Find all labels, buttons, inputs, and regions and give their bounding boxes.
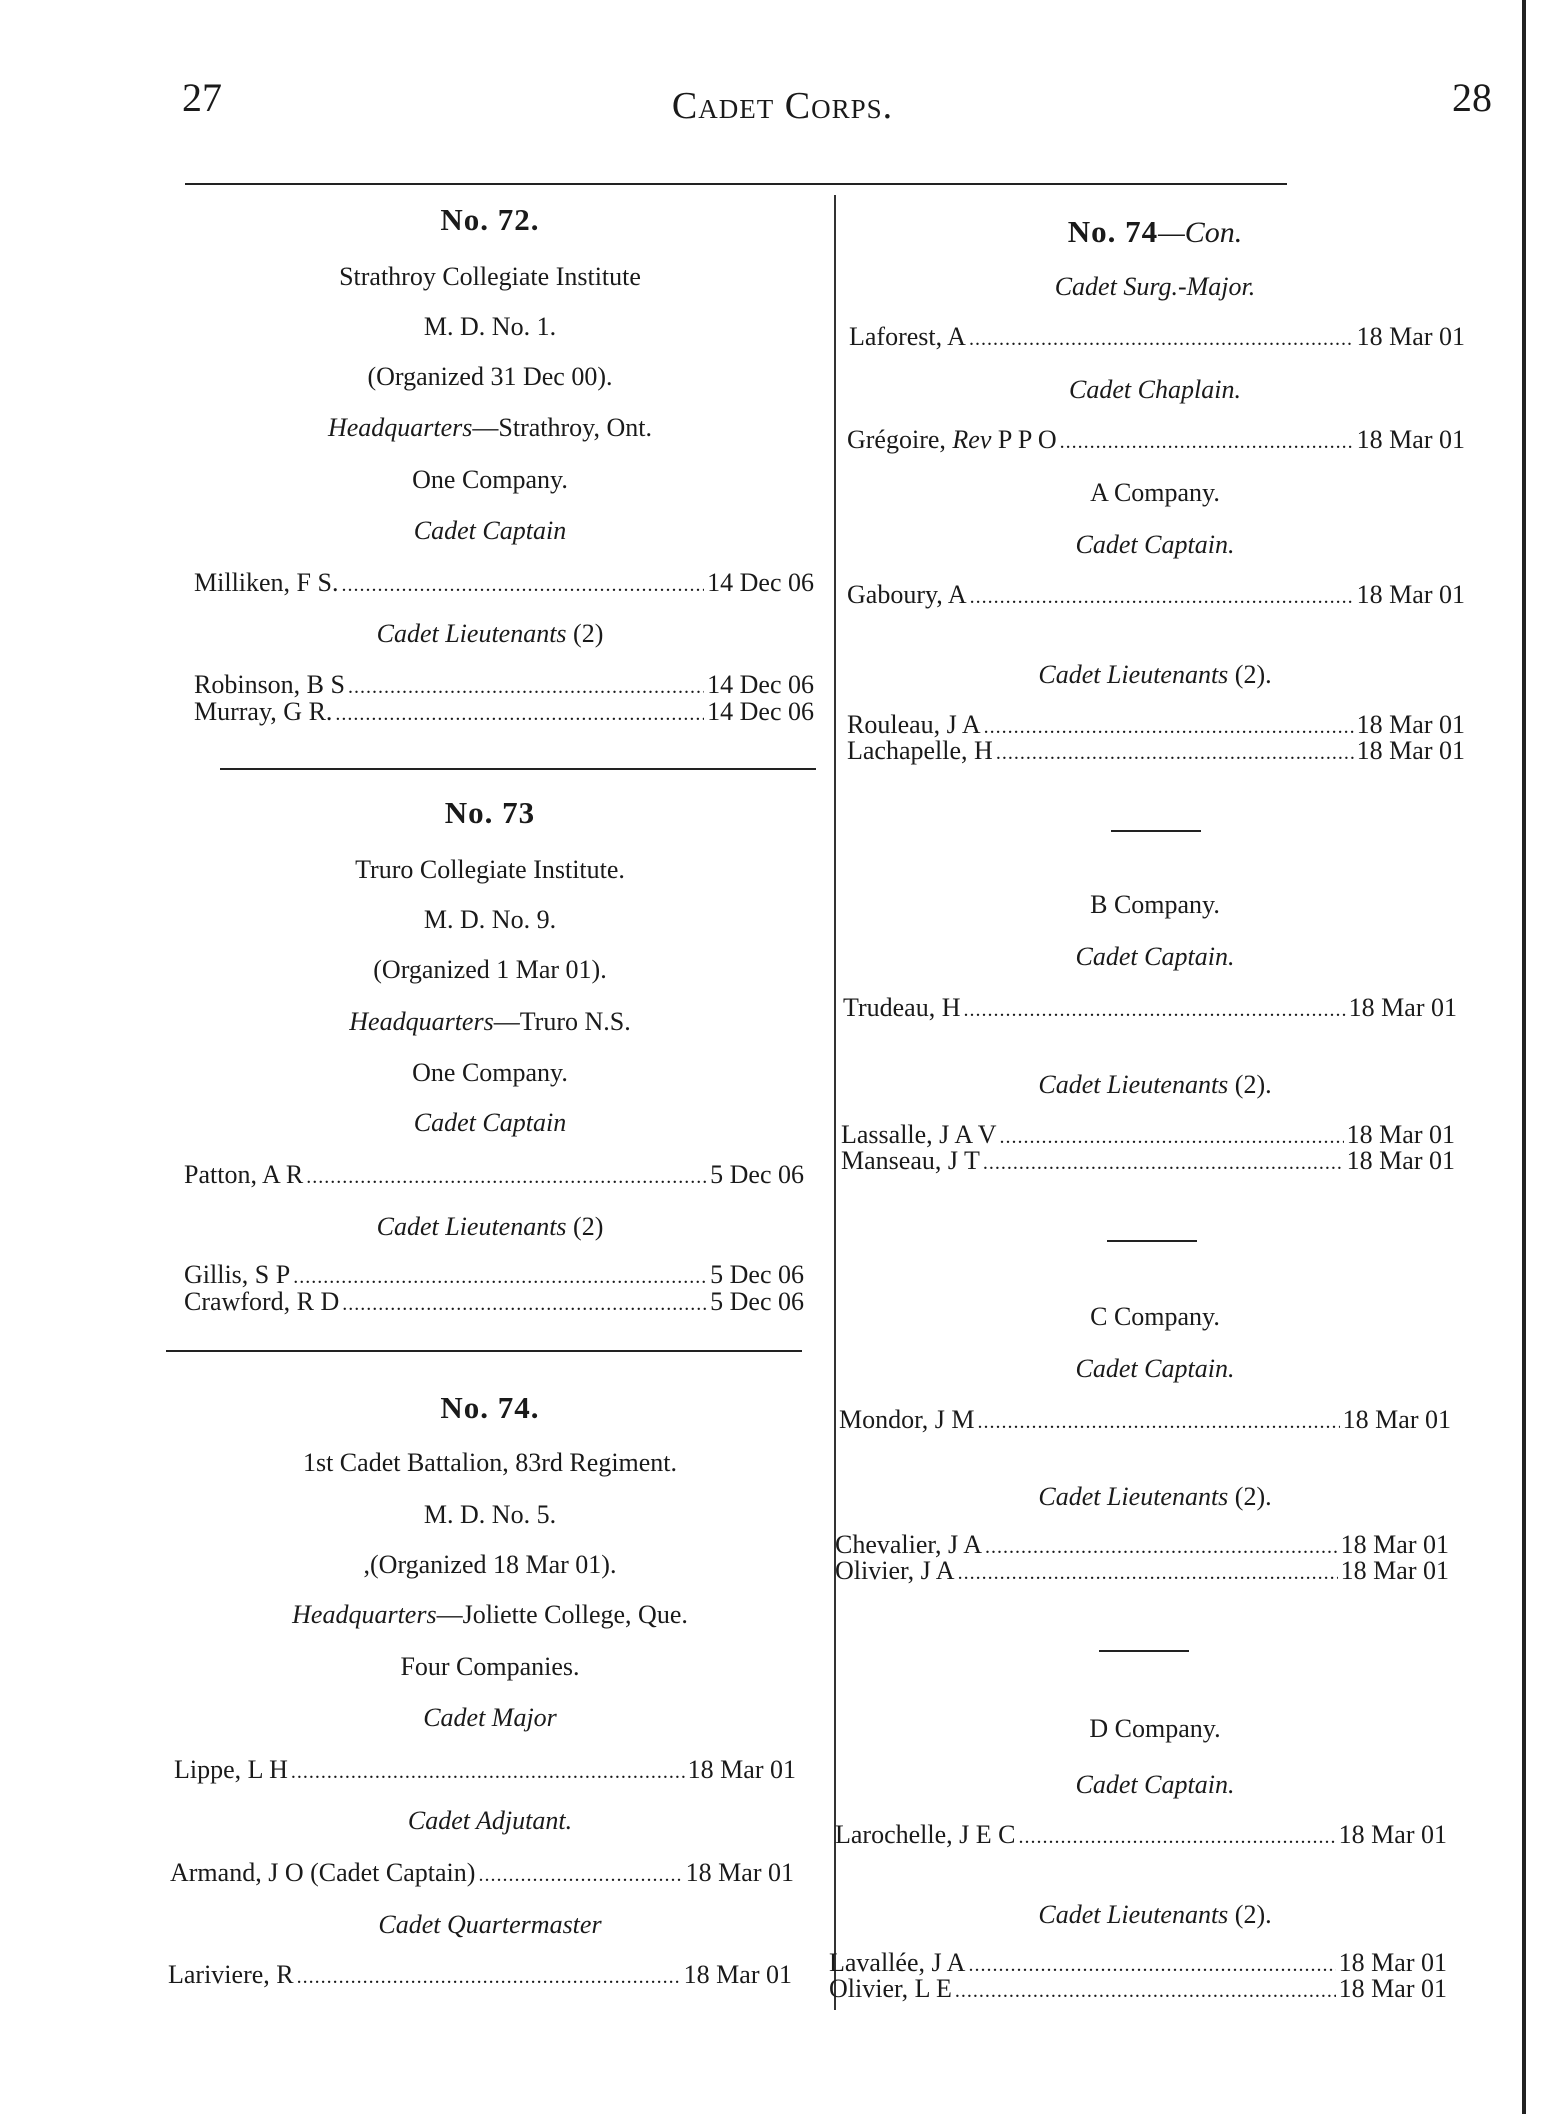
rank-heading: Cadet Lieutenants (2). bbox=[1038, 1900, 1272, 1929]
officer-name: Rouleau, J A bbox=[847, 710, 981, 739]
commission-date: 18 Mar 01 bbox=[685, 1858, 794, 1887]
rank-heading: Cadet Chaplain. bbox=[1069, 375, 1241, 404]
headquarters bbox=[160, 1007, 820, 1037]
rank-heading: Cadet Surg.-Major. bbox=[1054, 272, 1256, 301]
officer-entry bbox=[849, 322, 1465, 352]
officer-name: Trudeau, H bbox=[843, 993, 961, 1022]
commission-date: 18 Mar 01 bbox=[1338, 1974, 1447, 2003]
officer-entry bbox=[835, 1556, 1449, 1586]
officer-name: Armand, J O (Cadet Captain) bbox=[170, 1858, 476, 1887]
commission-date: 18 Mar 01 bbox=[1356, 710, 1465, 739]
commission-date: 18 Mar 01 bbox=[1356, 425, 1465, 454]
officer-entry bbox=[174, 1755, 796, 1785]
company-count: One Company. bbox=[412, 465, 568, 494]
officer-entry bbox=[829, 1974, 1447, 2004]
company-count: One Company. bbox=[412, 1058, 568, 1087]
commission-date: 18 Mar 01 bbox=[1346, 1146, 1455, 1175]
officer-entry bbox=[170, 1858, 794, 1888]
officer-name: Manseau, J T bbox=[841, 1146, 980, 1175]
organized-date: (Organized 1 Mar 01). bbox=[373, 955, 607, 984]
commission-date: 14 Dec 06 bbox=[707, 670, 814, 699]
commission-date: 5 Dec 06 bbox=[710, 1287, 804, 1316]
officer-entry bbox=[843, 993, 1457, 1023]
military-district: M. D. No. 9. bbox=[423, 905, 557, 934]
officer-name: Murray, G R. bbox=[194, 697, 333, 726]
headquarters-label: Headquarters bbox=[292, 1600, 437, 1629]
institution: Strathroy Collegiate Institute bbox=[339, 262, 641, 291]
officer-name: Gaboury, A bbox=[847, 580, 967, 609]
commission-date: 18 Mar 01 bbox=[1342, 1405, 1451, 1434]
commission-date: 14 Dec 06 bbox=[707, 697, 814, 726]
rank-heading: Cadet Captain. bbox=[1075, 1770, 1235, 1799]
organized-date: ,(Organized 18 Mar 01). bbox=[363, 1550, 617, 1579]
commission-date: 18 Mar 01 bbox=[1356, 580, 1465, 609]
commission-date: 18 Mar 01 bbox=[1356, 322, 1465, 351]
officer-name: Larochelle, J E C bbox=[835, 1820, 1016, 1849]
rank-heading: Cadet Lieutenants (2). bbox=[1038, 660, 1272, 689]
commission-date: 18 Mar 01 bbox=[1338, 1820, 1447, 1849]
rank-heading: Cadet Lieutenants (2) bbox=[376, 1212, 604, 1241]
officer-name: Mondor, J M bbox=[839, 1405, 975, 1434]
commission-date: 18 Mar 01 bbox=[1338, 1948, 1447, 1977]
company-heading: D Company. bbox=[1089, 1714, 1221, 1743]
commission-date: 18 Mar 01 bbox=[1340, 1556, 1449, 1585]
headquarters bbox=[160, 1600, 820, 1630]
rank-heading: Cadet Major bbox=[423, 1703, 557, 1732]
institution: Truro Collegiate Institute. bbox=[355, 855, 625, 884]
page-number-right: 28 bbox=[1452, 75, 1492, 120]
officer-name: Lariviere, R bbox=[168, 1960, 294, 1989]
rank-heading: Cadet Captain. bbox=[1075, 530, 1235, 559]
officer-name: Milliken, F S. bbox=[194, 568, 339, 597]
officer-entry bbox=[194, 568, 814, 598]
officer-name: Lavallée, J A bbox=[829, 1948, 966, 1977]
commission-date: 14 Dec 06 bbox=[707, 568, 814, 597]
section-rule bbox=[166, 1350, 802, 1352]
military-district: M. D. No. 1. bbox=[423, 312, 557, 341]
rank-heading: Cadet Captain bbox=[413, 516, 567, 545]
officer-entry bbox=[847, 580, 1465, 610]
page-number-left: 27 bbox=[182, 75, 222, 120]
officer-entry bbox=[184, 1160, 804, 1190]
rank-heading: Cadet Lieutenants (2) bbox=[376, 619, 604, 648]
commission-date: 18 Mar 01 bbox=[1356, 736, 1465, 765]
officer-entry bbox=[847, 425, 1465, 455]
officer-entry bbox=[168, 1960, 792, 1990]
headquarters-label: Headquarters bbox=[349, 1007, 494, 1036]
company-separator bbox=[1111, 830, 1201, 832]
commission-date: 5 Dec 06 bbox=[710, 1260, 804, 1289]
company-separator bbox=[1099, 1650, 1189, 1652]
company-heading: B Company. bbox=[1090, 890, 1220, 919]
officer-entry bbox=[839, 1405, 1451, 1435]
rank-heading: Cadet Captain. bbox=[1075, 942, 1235, 971]
commission-date: 18 Mar 01 bbox=[687, 1755, 796, 1784]
rank-heading: Cadet Captain bbox=[413, 1108, 567, 1137]
commission-date: 5 Dec 06 bbox=[710, 1160, 804, 1189]
officer-entry bbox=[184, 1287, 804, 1317]
officer-name: Laforest, A bbox=[849, 322, 966, 351]
headquarters-label: Headquarters bbox=[327, 413, 473, 442]
commission-date: 18 Mar 01 bbox=[1346, 1120, 1455, 1149]
officer-entry bbox=[847, 736, 1465, 766]
officer-entry bbox=[194, 670, 814, 700]
officer-name: Lippe, L H bbox=[174, 1755, 288, 1784]
headquarters-value: —Joliette College, Que. bbox=[436, 1600, 688, 1629]
officer-entry bbox=[184, 1260, 804, 1290]
commission-date: 18 Mar 01 bbox=[683, 1960, 792, 1989]
company-heading: C Company. bbox=[1090, 1302, 1220, 1331]
officer-name: Lassalle, J A V bbox=[841, 1120, 997, 1149]
officer-name: Robinson, B S bbox=[194, 670, 345, 699]
page-title: Cadet Corps. bbox=[671, 85, 894, 127]
corps-heading: No. 73 bbox=[444, 795, 536, 830]
corps-heading: No. 74. bbox=[440, 1390, 540, 1425]
page-edge bbox=[1522, 0, 1526, 2114]
rank-heading: Cadet Quartermaster bbox=[378, 1910, 602, 1939]
officer-name: Grégoire, Rev P P O bbox=[847, 425, 1057, 454]
company-heading: A Company. bbox=[1090, 478, 1220, 507]
header-rule bbox=[185, 183, 1287, 185]
institution: 1st Cadet Battalion, 83rd Regiment. bbox=[302, 1448, 678, 1477]
commission-date: 18 Mar 01 bbox=[1348, 993, 1457, 1022]
rank-heading: Cadet Captain. bbox=[1075, 1354, 1235, 1383]
company-separator bbox=[1107, 1240, 1197, 1242]
officer-name: Lachapelle, H bbox=[847, 736, 993, 765]
officer-name: Olivier, L E bbox=[829, 1974, 952, 2003]
officer-name: Chevalier, J A bbox=[835, 1530, 982, 1559]
corps-heading: No. 72. bbox=[440, 202, 540, 237]
section-rule bbox=[220, 768, 816, 770]
officer-entry bbox=[194, 697, 814, 727]
commission-date: 18 Mar 01 bbox=[1340, 1530, 1449, 1559]
rank-heading: Cadet Lieutenants (2). bbox=[1038, 1482, 1272, 1511]
company-count: Four Companies. bbox=[400, 1652, 580, 1681]
officer-name: Patton, A R bbox=[184, 1160, 304, 1189]
officer-name: Crawford, R D bbox=[184, 1287, 340, 1316]
rank-heading: Cadet Lieutenants (2). bbox=[1038, 1070, 1272, 1099]
officer-entry bbox=[835, 1820, 1447, 1850]
officer-name: Gillis, S P bbox=[184, 1260, 291, 1289]
military-district: M. D. No. 5. bbox=[423, 1500, 557, 1529]
rank-heading: Cadet Adjutant. bbox=[407, 1806, 573, 1835]
officer-entry bbox=[841, 1146, 1455, 1176]
corps-heading-continued: No. 74—Con. bbox=[1067, 214, 1243, 249]
organized-date: (Organized 31 Dec 00). bbox=[367, 362, 613, 391]
officer-name: Olivier, J A bbox=[835, 1556, 955, 1585]
headquarters-value: —Truro N.S. bbox=[493, 1007, 631, 1036]
headquarters-value: —Strathroy, Ont. bbox=[472, 413, 652, 442]
headquarters bbox=[160, 413, 820, 443]
